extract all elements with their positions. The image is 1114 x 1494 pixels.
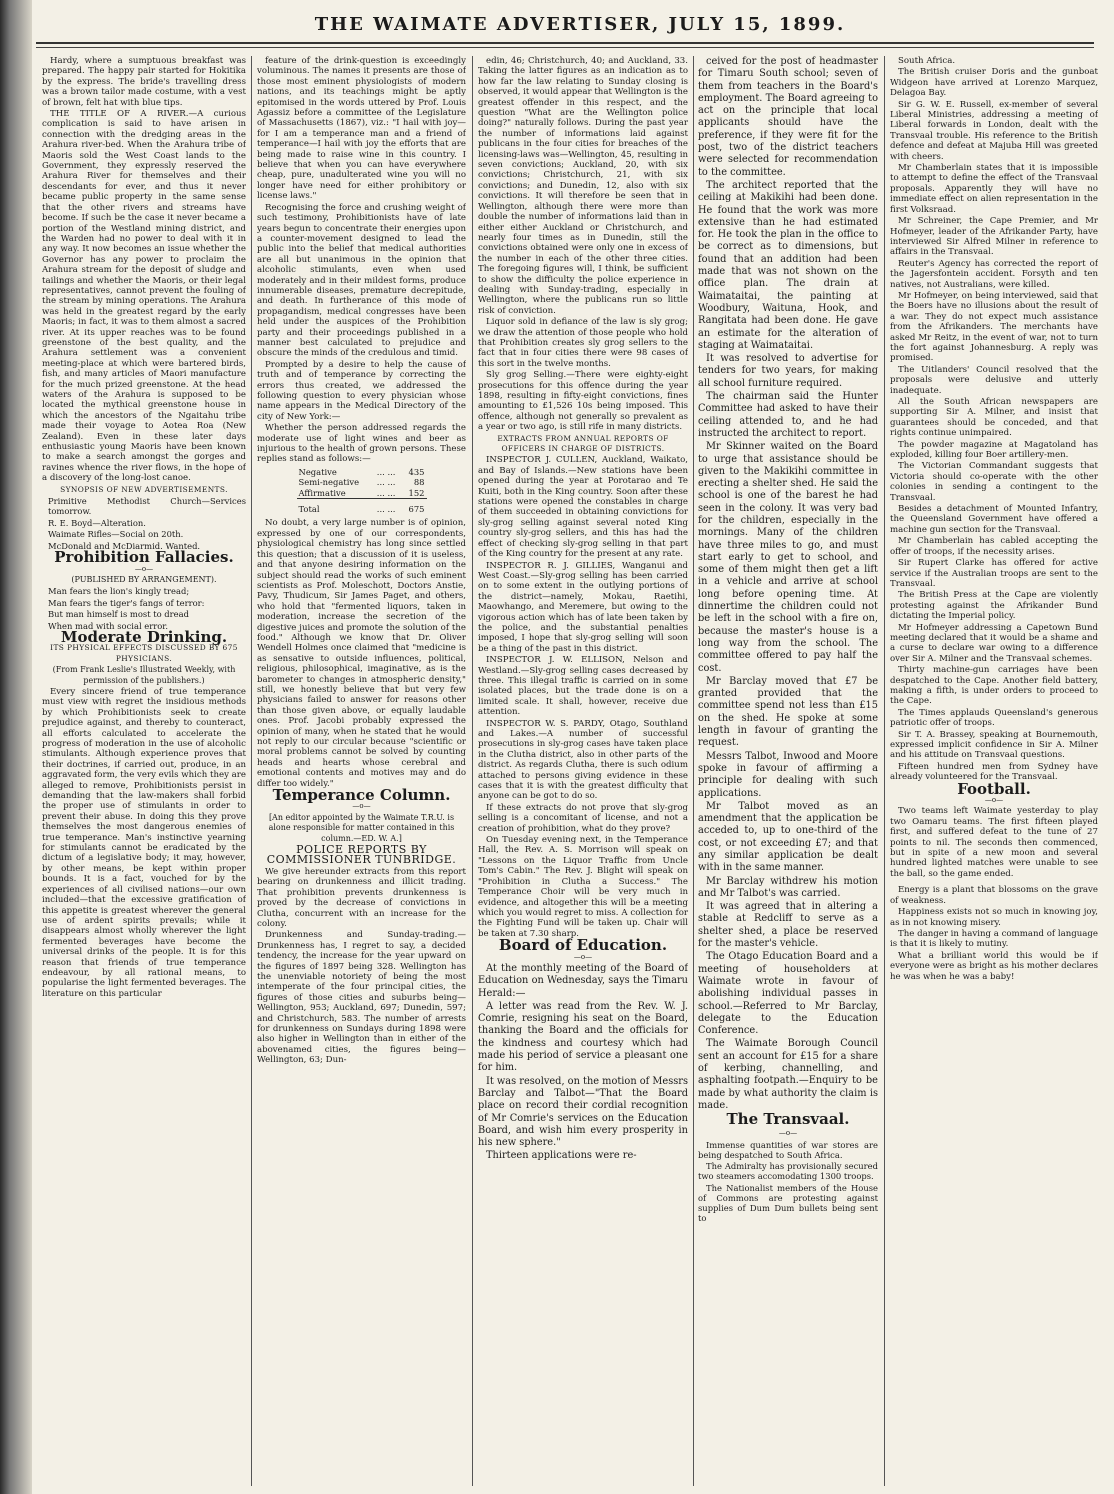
article-paragraph: Besides a detachment of Mounted Infantry, the Queensland Government have offered a machine gun section for the Transvaal. bbox=[890, 504, 1098, 535]
verse-line: Man fears the lion's kingly tread; bbox=[48, 586, 190, 597]
article-paragraph: Mr Hofmeyer addressing a Capetown Bund meeting declared that it would be a shame and a curse to declare war owing to a difference over Sir A. Milner and the Transvaal schemes. bbox=[890, 622, 1098, 664]
article-paragraph: Sir G. W. E. Russell, ex-member of several Liberal Ministries, addressing a meeting of Liberal forwards in London, dealt with the Transvaal trouble. His reference to the British defence and defeat at Majuba Hill was greeted with cheers. bbox=[890, 99, 1098, 162]
subheading: EXTRACTS FROM ANNUAL REPORTS OF OFFICERS IN CHARGE OF DISTRICTS. bbox=[497, 433, 669, 454]
article-paragraph: A letter was read from the Rev. W. J. Comrie, resigning his seat on the Board, thanking the Board and the officials for the kindness and courtesy which had made his period of service a pleasant one for him. bbox=[478, 1000, 688, 1074]
article-paragraph: Immense quantities of war stores are being despatched to South Africa. bbox=[698, 1139, 878, 1161]
article-paragraph: South Africa. bbox=[898, 56, 956, 66]
article-paragraph: Prompted by a desire to help the cause of truth and of temperance by correcting the errors thus created, we addressed the following question to every physician whose name appears in the Medical Directory of the city of New York:— bbox=[257, 359, 466, 422]
article-paragraph: Recognising the force and crushing weight of such testimony, Prohibitionists have of late years begun to concentrate their energies upon a counter-movement designed to lead the public into the belief that medical authorities are all but unanimous in the opinion that alcoholic stimulants, even when used moderately and in their mildest forms, produce innumerable diseases, premature decrepitude, and death. In furtherance of this mode of propagandism, medical congresses have been held under the auspices of the Prohibition party and their proceedings published in a manner best calculated to prejudice and obscure the minds of the credulous and timid. bbox=[257, 202, 466, 359]
scan-binding-edge bbox=[0, 0, 32, 1494]
article-paragraph: Two teams left Waimate yesterday to play two Oamaru teams. The first fifteen played first, and suffered defeat to the tune of 27 points to nil. The seconds then commenced, but in spite of a new moon and several hundred lighted matches were unable to see the ball, so the game ended. bbox=[890, 806, 1098, 879]
verse-line: But man himself is most to dread bbox=[48, 609, 189, 620]
article-paragraph: Hardy, where a sumptuous breakfast was prepared. The happy pair started for Hokitika by the express. The bride's travelling dress was a brown tailor made costume, with a vest of brown, felt hat with blue tips. bbox=[42, 56, 246, 108]
article-paragraph: Mr Barclay withdrew his motion and Mr Talbot's was carried. bbox=[698, 875, 878, 899]
article-paragraph: It was resolved, on the motion of Messrs Barclay and Talbot—"That the Board place on record their cordial recognition of Mr Comrie's services on the Education Board, and wish him every prosperity in his new sphere." bbox=[478, 1075, 688, 1149]
article-paragraph: It was resolved to advertise for tenders for two years, for making all school furniture required. bbox=[698, 353, 878, 389]
article-paragraph: The Uitlanders' Council resolved that the proposals were delusive and utterly inadequate. bbox=[890, 364, 1098, 396]
editor-note: [An editor appointed by the Waimate T.R.U. is alone responsible for matter contained in this column.—ED. W. A.] bbox=[268, 812, 455, 843]
article-paragraph: edin, 46; Christchurch, 40; and Auckland, 33. Taking the latter figures as an indication as to how far the law relating to Sunday closing is observed, it would appear that Wellington is the greatest offender in this respect, and the question "What are the Wellington police doing?" naturally follows. During the past year the number of informations laid against publicans in the four cities for breaches of the licensing-laws was—Wellington, 45, resulting in seven convictions; Auckland, 20, with six convictions; Christchurch, 21, with six convictions; and Dunedin, 12, also with six convictions. It will therefore be seen that in Wellington, although there were more than double the number of informations laid than in either either Auckland or Christchurch, and nearly four times as in Dunedin, still the convictions obtained were only one in excess of the number in each of the other three cities. The foregoing figures will, I think, be sufficient to show the difficulty the police experience in dealing with Sunday-trading, especially in Wellington, where the publicans run so little risk of conviction. bbox=[478, 56, 688, 316]
column-5 bbox=[890, 56, 1098, 1486]
article-paragraph: Mr Chamberlain states that it is impossible to attempt to define the effect of the Transvaal proposals. Apparently they will have no immediate effect on alien representation in the first Volksraad. bbox=[890, 163, 1098, 215]
article-paragraph: The Admiralty has provisionally secured two steamers accomodating 1300 troops. bbox=[698, 1161, 878, 1182]
column-separator bbox=[472, 56, 473, 1486]
article-paragraph: Mr Skinner waited on the Board to urge that assistance should be given to the Makikihi committee in erecting a shelter shed. He said the school is one of the barest he had seen in the colony. It was very bad for the children, especially in the mornings. Many of the children have three miles to go, and must start early to get to school, and some of them might then get a lift in a vehicle and arrive at school long before opening time. At dinnertime the children could not be left in the school with a fire on, because the master's house is a long way from the school. The committee offered to pay half the cost. bbox=[698, 441, 878, 674]
verse-line: When mad with social error. bbox=[48, 620, 169, 631]
article-paragraph: The chairman said the Hunter Committee had asked to have their ceiling attended to, and he had instructed the architect to report. bbox=[698, 391, 878, 439]
article-heading: Prohibition Fallacies. bbox=[54, 548, 234, 567]
column-3 bbox=[478, 56, 688, 1486]
article-paragraph: The Times applauds Queensland's generous patriotic offer of troops. bbox=[890, 707, 1098, 729]
article-paragraph: At the monthly meeting of the Board of Education on Wednesday, says the Timaru Herald:— bbox=[478, 962, 688, 999]
list-item: Primitive Methodist Church—Services tomorrow. bbox=[48, 496, 246, 517]
article-paragraph: Thirty machine-gun carriages have been despatched to the Cape. Another field battery, making a fifth, is under orders to proceed to the Cape. bbox=[890, 665, 1098, 707]
article-paragraph: INSPECTOR W. S. PARDY, Otago, Southland and Lakes.—A number of successful prosecutions in sly-grog cases have taken place in the Clutha district, also in other parts of the district. As regards Clutha, there is such odium attached to persons giving evidence in these cases that it is with the greatest difficulty that anyone can be got to do so. bbox=[478, 718, 688, 802]
article-paragraph: The Nationalist members of the House of Commons are protesting against supplies of Dum Dum bullets being sent to bbox=[698, 1182, 878, 1224]
article-heading: Temperance Column. bbox=[272, 786, 451, 805]
article-paragraph: If these extracts do not prove that sly-grog selling is a concomitant of license, and not a creation of prohibition, what do they prove? bbox=[478, 802, 688, 834]
article-paragraph: Energy is a plant that blossoms on the grave of weakness. bbox=[890, 885, 1098, 906]
table-cell: Negative bbox=[298, 466, 337, 477]
article-paragraph: The architect reported that the ceiling at Makikihi had been done. He found that the work was more extensive than he had estimated for. He took the plan in the office to be correct as to dimensions, but found that an addition had been made that was not shown on the office plan. The drain at Waimataitai, the painting at Woodbury, Waituna, Hook, and Rangitata had been done. He gave an estimate for the alteration of staging at Waimataitai. bbox=[698, 179, 878, 351]
table-row: Negative ... ... 435 bbox=[298, 466, 425, 477]
list-item: Waimate Rifles—Social on 20th. bbox=[48, 529, 184, 540]
article-paragraph: Sly grog Selling.—There were eighty-eight prosecutions for this offence during the year 1898, resulting in fifty-eight convictions, fines amounting to £1,526 10s being imposed. This offence, although not generally so prevalent as a year or two ago, is still rife in many districts. bbox=[478, 370, 688, 433]
article-paragraph: On Tuesday evening next, in the Temperance Hall, the Rev. A. S. Morrison will speak on "Lessons on the Liquor Traffic from Uncle Tom's Cabin." The Rev. J. Blight will speak on "Prohibition in Clutha a Success." The Temperance Choir will be very much in evidence, and altogether this will be a meeting which you would regret to miss. A collection for the Fighting Fund will be taken up. Chair will be taken at 7.30 sharp. bbox=[478, 835, 688, 939]
article-heading: Football. bbox=[957, 779, 1031, 798]
article-paragraph: Reuter's Agency has corrected the report of the Jagersfontein accident. Forsyth and ten natives, not Australians, were killed. bbox=[890, 258, 1098, 290]
article-paragraph: THE TITLE OF A RIVER.—A curious complication is said to have arisen in connection with the dredging areas in the Arahura river-bed. When the Arahura tribe of Maoris sold the West Coast lands to the Government, they expressly reserved the Arahura River for themselves and their descendants for ever, and thus it never became public property in the same sense that the other rivers and streams have become. If such be the case it never became a portion of the Westland mining district, and the Warden had no power to deal with it in any way. It now becomes an issue whether the Governor has any power to proclaim the Arahura stream for the deposit of sludge and tailings and whether the Maoris, or their legal representatives, cannot prevent the fouling of the stream by mining operations. The Arahura was held in the greatest regard by the early Maoris; in fact, it was to them almost a sacred river. At its upper reaches was to be found greenstone of the best quality, and the Arahura settlement was a convenient meeting-place at which were bartered birds, fish, and many articles of Maori manufacture for the much prized greenstone. At the head waters of the Arahura is supposed to be located the mythical greenstone house in which the ancestors of the Ngaitahu tribe made their voyage to Aotea Roa (New Zealand). Even in these later days enthusiastic young Maoris have been known to make a search amongst the gorges and ravines whence the river flows, in the hope of a discovery of the long-lost canoe. bbox=[42, 109, 246, 484]
article-paragraph: It was agreed that in altering a stable at Redcliff to serve as a shelter shed, a place be reserved for the master's vehicle. bbox=[698, 901, 878, 950]
article-paragraph: ceived for the post of headmaster for Timaru South school; seven of them from teachers in the Board's employment. The Board agreeing to act on the principle that local applicants should have the preference, if they were fit for the post, two of the district teachers were selected for recommendation to the committee. bbox=[698, 56, 878, 178]
article-paragraph: Mr Barclay moved that £7 be granted provided that the committee spend not less than £15 on the shed. He spoke at some length in favour of granting the request. bbox=[698, 675, 878, 749]
article-paragraph: Fifteen hundred men from Sydney have already volunteered for the Transvaal. bbox=[890, 761, 1098, 783]
article-paragraph: We give hereunder extracts from this report bearing on drunkenness and illicit trading. That prohibition prevents drunkenness is proved by the decrease of convictions in Clutha, concurrent with an increase for the colony. bbox=[257, 866, 466, 929]
article-paragraph: The Otago Education Board and a meeting of householders at Waimate wrote in favour of abolishing individual passes in school.—Referred to Mr Barclay, delegate to the Education Conference. bbox=[698, 951, 878, 1037]
column-2 bbox=[257, 56, 466, 1486]
list-item: McDonald and McDiarmid. Wanted. bbox=[48, 540, 201, 551]
table-cell: 435 bbox=[408, 466, 425, 477]
verse-line: Man fears the tiger's fangs of terror: bbox=[48, 597, 205, 608]
divider: —o— bbox=[134, 564, 154, 573]
divider: —o— bbox=[573, 952, 593, 961]
column-separator bbox=[693, 56, 694, 1486]
article-paragraph: Mr Hofmeyer, on being interviewed, said that the Boers have no illusions about the result of a war. They do not expect much assistance from the Afrikanders. The merchants have asked Mr Reitz, in the event of war, not to turn the fort against Johannesburg. A reply was promised. bbox=[890, 290, 1098, 364]
source-note: (From Frank Leslie's Illustrated Weekly, with permission of the publishers.) bbox=[52, 665, 236, 685]
table-cell: Total bbox=[297, 499, 375, 515]
article-paragraph: Mr Chamberlain has cabled accepting the offer of troops, if the necessity arises. bbox=[890, 536, 1098, 557]
article-heading: Board of Education. bbox=[498, 936, 668, 955]
article-paragraph: The British cruiser Doris and the gunboat Widgeon have arrived at Lorenzo Marquez, Delagoa Bay. bbox=[890, 67, 1098, 99]
article-paragraph: Happiness exists not so much in knowing joy, as in not knowing misery. bbox=[890, 907, 1098, 928]
article-paragraph: Sir T. A. Brassey, speaking at Bournemouth, expressed implicit confidence in Sir A. Milner and his attitude on Transvaal questions. bbox=[890, 729, 1098, 761]
article-paragraph: feature of the drink-question is exceedingly voluminous. The names it presents are those of those most eminent physiologists of modern nations, and its teachings might be aptly epitomised in the words uttered by Prof. Louis Agassiz before a committee of the Legislature of Massachusetts (1867), viz.: "I hail with joy—for I am a temperance man and a friend of temperance—I hail with joy the efforts that are being made to raise wine in this country. I believe that when you can have everywhere cheap, pure, unadulterated wine you will no longer have need for either prohibitory or license laws." bbox=[257, 56, 466, 202]
byline: (PUBLISHED BY ARRANGEMENT). bbox=[71, 574, 217, 584]
article-paragraph: Liquor sold in defiance of the law is sly grog; we draw the attention of those people who hold that Prohibition creates sly grog sellers to the fact that in four cities there were 98 cases of this sort in the twelve months. bbox=[478, 317, 688, 369]
subheading: POLICE REPORTS BY COMMISSIONER TUNBRIDGE. bbox=[266, 843, 457, 867]
article-paragraph: Drunkenness and Sunday-trading.—Drunkenness has, I regret to say, a decided tendency, the increase for the year upward on the figures of 1897 being 328. Wellington has the unenviable notoriety of being the most intemperate of the four principal cities, the figures of those cities and suburbs being—Wellington, 953; Auckland, 697; Dunedin, 597; and Christchurch, 583. The number of arrests for drunkenness on Sundays during 1898 were also higher in Wellington than in either of the abovenamed cities, the figures being—Wellington, 63; Dun- bbox=[257, 930, 466, 1066]
article-paragraph: What a brilliant world this would be if everyone were as bright as his mother declares he was when he was a baby! bbox=[890, 950, 1098, 982]
column-1 bbox=[42, 56, 246, 1486]
section-heading: SYNOPSIS OF NEW ADVERTISEMENTS. bbox=[60, 484, 228, 494]
table-cell: Affirmative bbox=[298, 487, 346, 498]
table-row: Semi-negative ... ... 88 bbox=[298, 477, 425, 488]
article-paragraph: Mr Talbot moved as an amendment that the application be acceded to, up to one-third of the cost, or not exceeding £7; and that any similar application be dealt with in the same manner. bbox=[698, 800, 878, 874]
article-paragraph: Every sincere friend of true temperance must view with regret the insidious methods by which Prohibitionists seek to create prejudice against, and thereby to counteract, all efforts calculated to accelerate the progress of moderation in the use of alcoholic stimulants. Although experience proves that their doctrines, if carried out, produce, in an aggravated form, the very evils which they are alleged to remove, Prohibitionists persist in demanding that the law-makers shall forbid the proper use of stimulants in order to prevent their abuse. In doing this they prove themselves the most dangerous enemies of true temperance. Man's instinctive yearning for stimulants cannot be eradicated by the dictum of a legislative body; it may, however, by other means, be kept within proper bounds. It is a fact, vouched for by the experiences of all civilised nations—our own included—that the excessive gratification of this appetite is greatest wherever the general use of ardent spirits prevails; while it disappears almost wholly wherever the light fermented beverages have become the universal drinks of the people. It is for this reason that friends of true temperance endeavour, by all rational means, to popularise the light fermented beverages. The literature on this particular bbox=[42, 686, 246, 999]
article-paragraph: The British Press at the Cape are violently protesting against the Afrikander Bund dictating the Imperial policy. bbox=[890, 590, 1098, 622]
survey-table bbox=[297, 467, 427, 515]
article-paragraph: The Waimate Borough Council sent an account for £15 for a share of kerbing, channelling, and asphalting footpath.—Enquiry to be made by what authority the claim is made. bbox=[698, 1038, 878, 1111]
article-paragraph: The powder magazine at Magatoland has exploded, killing four Boer artillery-men. bbox=[890, 439, 1098, 461]
table-cell: Semi-negative bbox=[298, 477, 360, 488]
masthead-rule bbox=[36, 42, 1094, 44]
list-item: R. E. Boyd—Alteration. bbox=[48, 517, 146, 528]
table-total-row: Total ... ... 675 bbox=[297, 499, 427, 515]
table-cell: 152 bbox=[408, 487, 425, 498]
column-separator bbox=[884, 56, 885, 1486]
article-paragraph: Messrs Talbot, Inwood and Moore spoke in favour of affirming a principle for dealing with such applications. bbox=[698, 750, 878, 799]
article-paragraph: All the South African newspapers are supporting Sir A. Milner, and insist that guarantees should be conceded, and that rights continue unimpaired. bbox=[890, 397, 1098, 439]
article-heading: Moderate Drinking. bbox=[60, 627, 228, 646]
divider: —o— bbox=[778, 1128, 798, 1137]
article-paragraph: INSPECTOR J. CULLEN, Auckland, Waikato, and Bay of Islands.—New stations have been opened during the year at Porotarao and Te Kuiti, both in the King country. Soon after these stations were opened the constables in charge of them succeeded in obtaining convictions for sly-grog selling against several noted King country sly-grog sellers, and this has had the effect of checking sly-grog selling in that part of the King country for the present at any rate. bbox=[478, 455, 688, 560]
table-cell: 675 bbox=[402, 499, 426, 515]
article-paragraph: Thirteen applications were re- bbox=[486, 1150, 637, 1162]
table-row: Affirmative ... ... 152 bbox=[298, 487, 425, 498]
article-paragraph: Sir Rupert Clarke has offered for active service if the Australian troops are sent to the Transvaal. bbox=[890, 558, 1098, 589]
masthead-rule-thin bbox=[36, 47, 1094, 48]
divider: —o— bbox=[984, 796, 1004, 805]
column-separator bbox=[251, 56, 252, 1486]
column-4 bbox=[698, 56, 878, 1486]
article-paragraph: INSPECTOR R. J. GILLIES, Wanganui and West Coast.—Sly-grog selling has been carried on to some extent in the outlying portions of the district—namely, Mokau, Raetihi, Maowhango, and Meremere, but owing to the vigorous action which has of late been taken by the police, and the substantial penalties imposed, I hope that sly-grog selling will soon be a thing of the past in this district. bbox=[478, 560, 688, 654]
article-paragraph: Mr Schreiner, the Cape Premier, and Mr Hofmeyer, leader of the Afrikander Party, have interviewed Sir Alfred Milner in reference to affairs in the Transvaal. bbox=[890, 216, 1098, 258]
article-paragraph: The danger in having a command of language is that it is likely to mutiny. bbox=[890, 928, 1098, 950]
divider: —o— bbox=[352, 802, 371, 811]
masthead: THE WAIMATE ADVERTISER, JULY 15, 1899. bbox=[314, 14, 846, 35]
article-heading: The Transvaal. bbox=[726, 1110, 850, 1129]
table-cell: 88 bbox=[413, 477, 425, 488]
article-paragraph: No doubt, a very large number is of opinion, expressed by one of our correspondents, physiological chemistry has long since settled this question; that a discussion of it is useless, and that anyone desiring information on the subject should read the works of such eminent scientists as Prof. Moleschott, Doctors Anstie, Pavy, Thudicum, Sir James Paget, and others, who hold that "fermented liquors, taken in moderation, increase the secretion of the digestive juices and promote the solution of the food." Although we know that Dr. Oliver Wendell Holmes once claimed that "medicine is as sensative to outside influences, political, religious, philosophical, imaginative, as is the barometer to changes in atmospheric density," still, we honestly believe that but very few physicians failed to answer for reasons other than those given above, or equally laudable ones. Prof. Jacobi probably expressed the opinion of many, when he stated that he would not reply to our circular because "scientific or moral problems cannot be solved by counting heads and hearts whose cerebral and emotional contents and motives may and do differ too widely." bbox=[257, 518, 466, 789]
article-paragraph: Whether the person addressed regards the moderate use of light wines and beer as injurious to the health of grown persons. These replies stand as follows:— bbox=[257, 423, 466, 465]
article-paragraph: INSPECTOR J. W. ELLISON, Nelson and Westland.—Sly-grog selling cases decreased by three. This illegal traffic is carried on in some isolated places, but the trade done is on a limited scale. It shall, however, receive due attention. bbox=[478, 655, 688, 718]
subheading: ITS PHYSICAL EFFECTS DISCUSSED BY 675 PHYSICIANS. bbox=[50, 643, 238, 663]
article-paragraph: The Victorian Commandant suggests that Victoria should co-operate with the other colonies in sending a contingent to the Transvaal. bbox=[890, 461, 1098, 503]
